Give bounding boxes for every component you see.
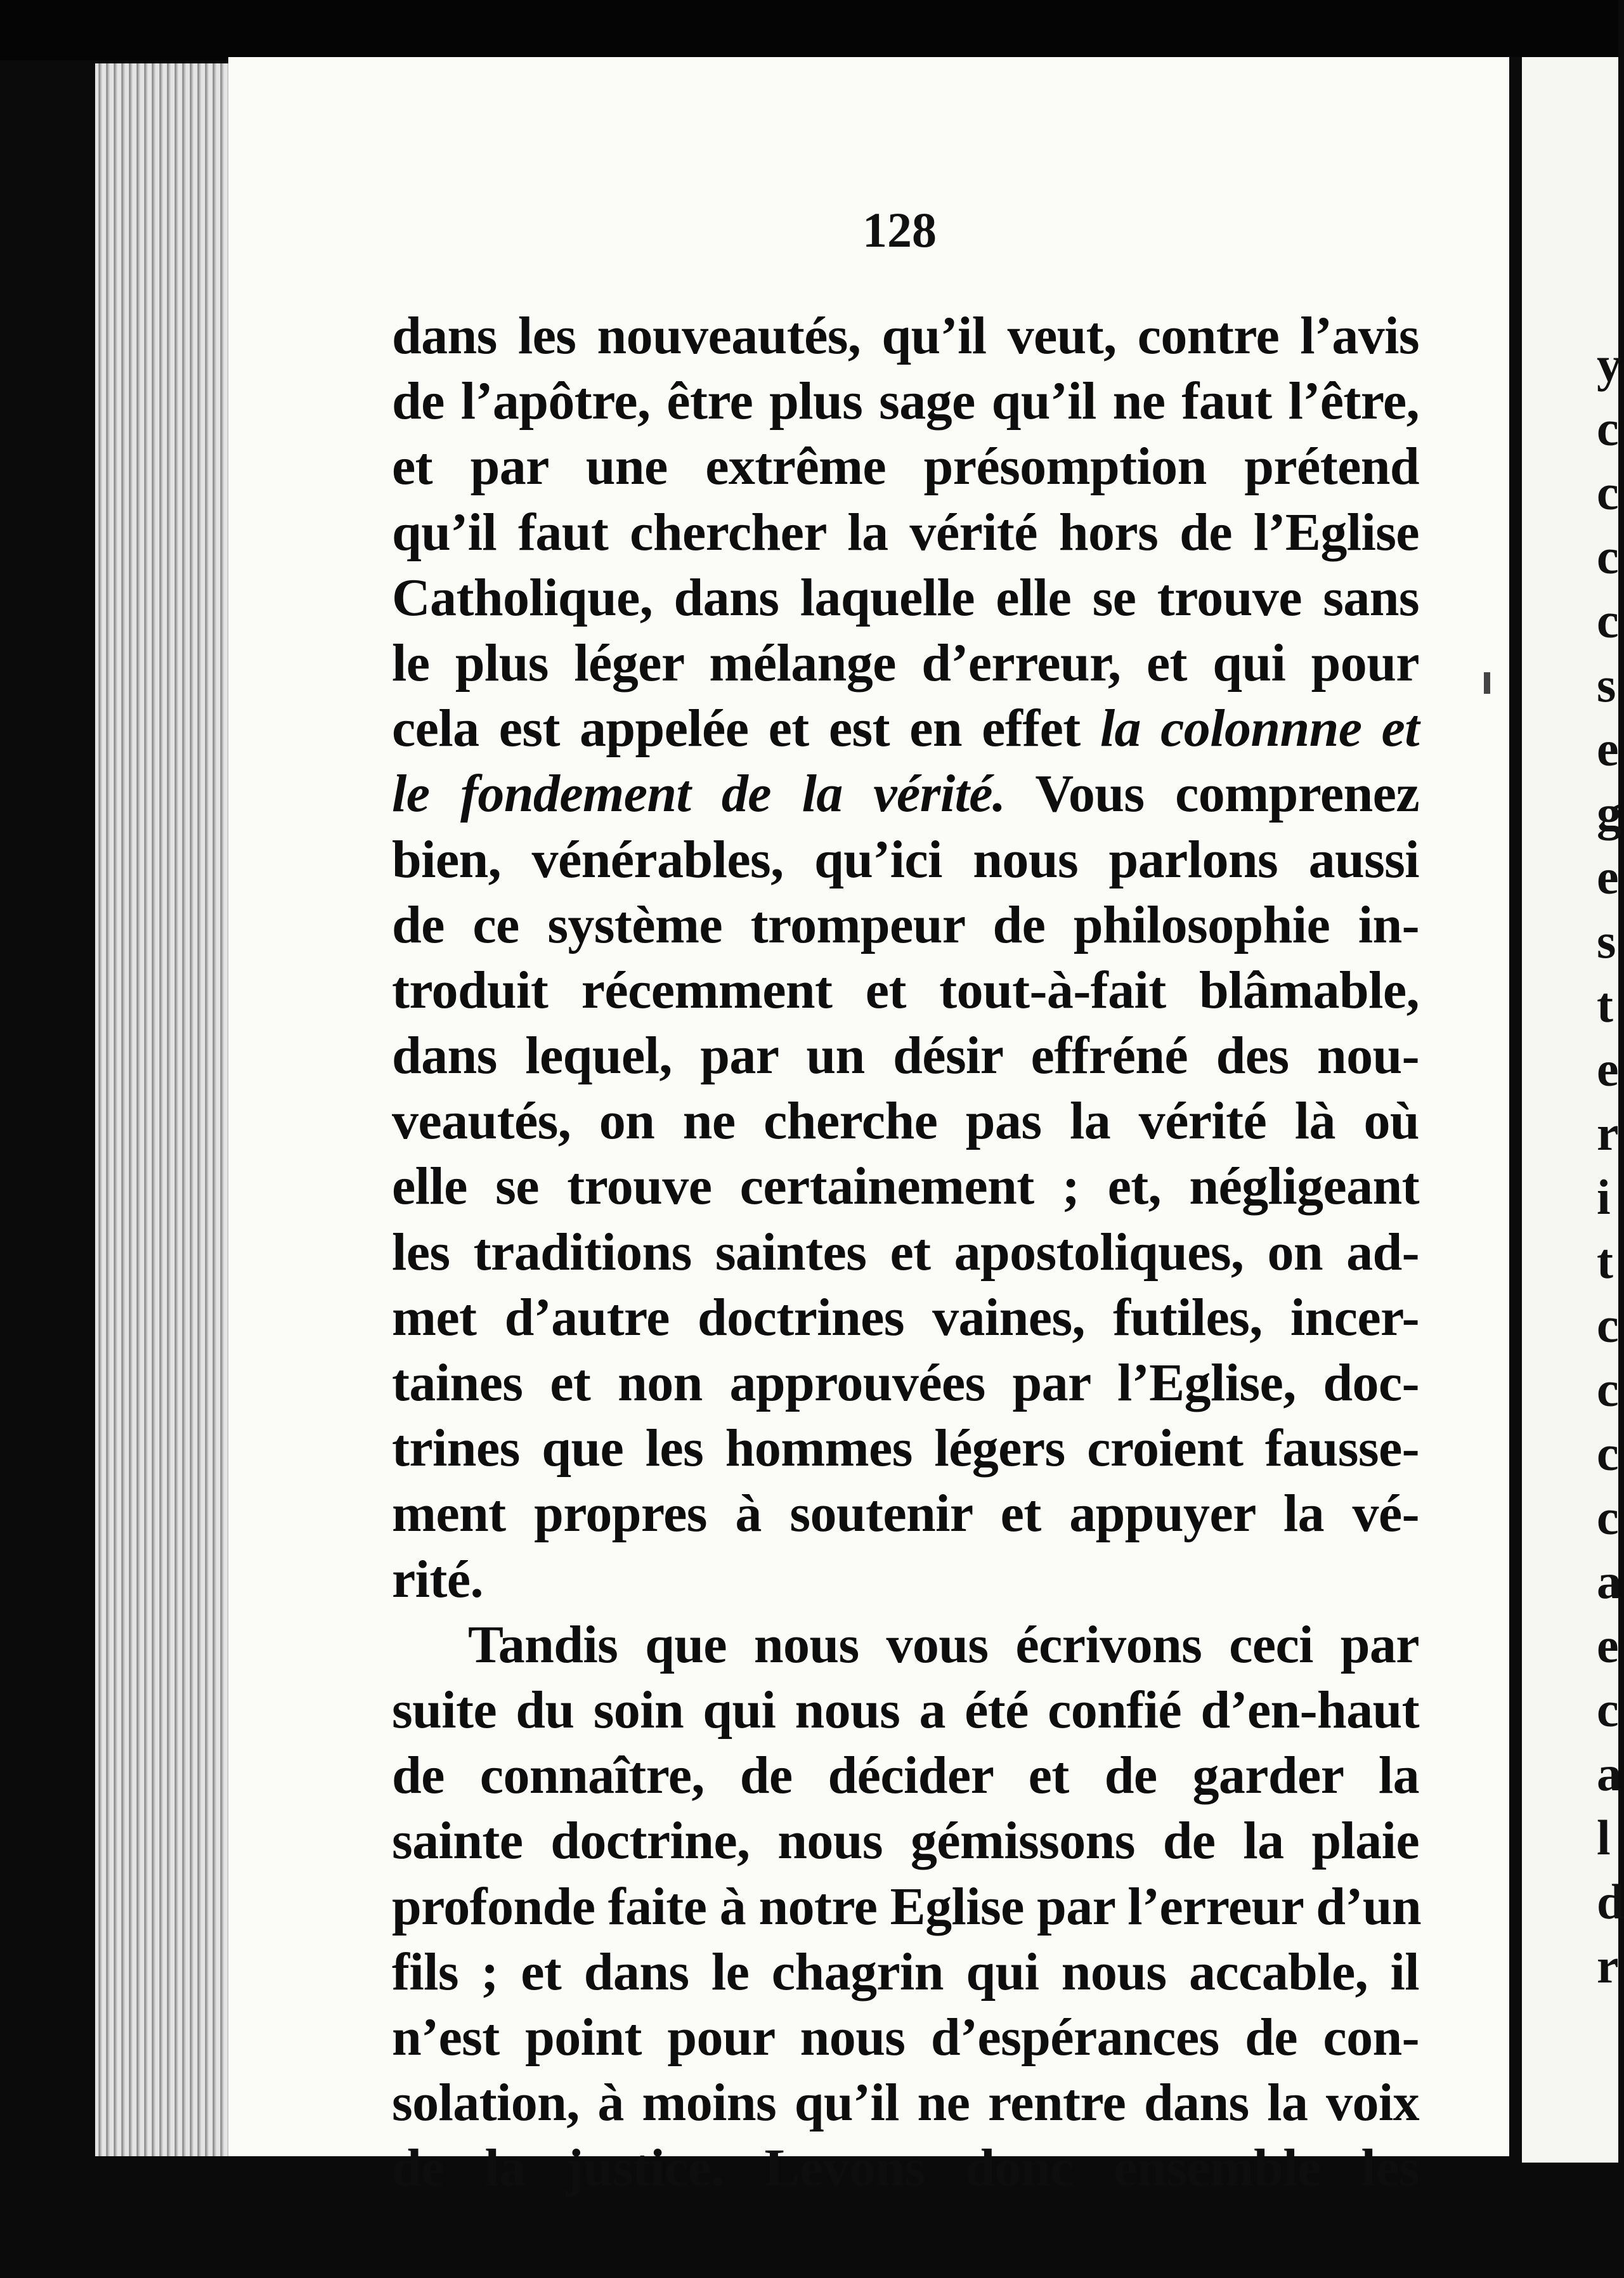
adjacent-page-letter: c bbox=[1597, 1682, 1619, 1737]
italic-text: le fondement de la vérité. bbox=[392, 764, 1006, 824]
adjacent-page-letter: l bbox=[1597, 1810, 1611, 1865]
adjacent-page-letter: c bbox=[1597, 593, 1619, 648]
italic-text: la colonnne et bbox=[1100, 699, 1419, 758]
text-run: cela est appelée et est en effet bbox=[392, 699, 1081, 758]
text-line: de la justice. Levons donc ensemble les bbox=[392, 2138, 1419, 2198]
text-line: veautés, on ne cherche pas la vérité là où bbox=[392, 1091, 1419, 1151]
adjacent-page-letter: s bbox=[1597, 657, 1616, 712]
text-line: dans lequel, par un désir effréné des nou- bbox=[392, 1026, 1419, 1086]
text-line: trines que les hommes légers croient fausse- bbox=[392, 1419, 1419, 1478]
adjacent-page-letter: c bbox=[1597, 1426, 1619, 1481]
text-line: Tandis que nous vous écrivons ceci par bbox=[468, 1615, 1419, 1674]
text-line: sainte doctrine, nous gémissons de la plaie bbox=[392, 1811, 1419, 1871]
text-line: profonde faite à notre Eglise par l’erreur d’un bbox=[392, 1877, 1421, 1936]
text-line: qu’il faut chercher la vérité hors de l’Eglise bbox=[392, 502, 1419, 562]
text-line: met d’autre doctrines vaines, futiles, incer- bbox=[392, 1287, 1419, 1347]
adjacent-page-letter: t bbox=[1597, 1233, 1613, 1289]
text-line: taines et non approuvées par l’Eglise, doc- bbox=[392, 1353, 1419, 1412]
adjacent-page-letter: a bbox=[1597, 1554, 1621, 1609]
page-number: 128 bbox=[862, 202, 937, 257]
adjacent-page-letter: e bbox=[1597, 1041, 1619, 1097]
text-line: fils ; et dans le chagrin qui nous accable, il bbox=[392, 1942, 1419, 2001]
book-page-edges bbox=[95, 63, 231, 2156]
adjacent-page-letter: e bbox=[1597, 849, 1619, 904]
text-line: solation, à moins qu’il ne rentre dans la voix bbox=[392, 2073, 1419, 2133]
text-line bbox=[392, 761, 1419, 826]
adjacent-page-letter: c bbox=[1597, 1490, 1619, 1545]
text-line: bien, vénérables, qu’ici nous parlons aussi bbox=[392, 830, 1419, 889]
adjacent-page-fragment bbox=[1522, 57, 1624, 2163]
adjacent-page-letter: y bbox=[1597, 337, 1621, 392]
adjacent-page-letter: c bbox=[1597, 1298, 1619, 1353]
text-line: elle se trouve certainement ; et, négligeant bbox=[392, 1157, 1419, 1216]
adjacent-page-letter: c bbox=[1597, 529, 1619, 584]
scan-top-border bbox=[0, 0, 1618, 60]
adjacent-page-letter: c bbox=[1597, 465, 1619, 520]
adjacent-page-letter: e bbox=[1597, 721, 1619, 776]
adjacent-page-letter: g bbox=[1597, 785, 1621, 840]
text-line: de connaître, de décider et de garder la bbox=[392, 1746, 1419, 1806]
text-line: le plus léger mélange d’erreur, et qui pour bbox=[392, 633, 1419, 693]
text-line: suite du soin qui nous a été confié d’en-haut bbox=[392, 1680, 1419, 1740]
ink-mark bbox=[1484, 672, 1490, 694]
adjacent-page-letter: t bbox=[1597, 977, 1613, 1032]
text-line: et par une extrême présomption prétend bbox=[392, 437, 1419, 497]
text-line: de ce système trompeur de philosophie in- bbox=[392, 895, 1419, 954]
adjacent-page-letter: a bbox=[1597, 1746, 1621, 1801]
text-line: Catholique, dans laquelle elle se trouve sans bbox=[392, 568, 1419, 627]
adjacent-page-letter: e bbox=[1597, 1618, 1619, 1673]
adjacent-page-letter: c bbox=[1597, 1362, 1619, 1417]
text-line bbox=[392, 696, 1419, 761]
adjacent-page-letter: r bbox=[1597, 1105, 1619, 1161]
adjacent-page-letter: d bbox=[1597, 1874, 1624, 1929]
adjacent-page-letter: s bbox=[1597, 913, 1616, 968]
text-run: Vous comprenez bbox=[1035, 764, 1419, 824]
text-line: dans les nouveautés, qu’il veut, contre l’avis bbox=[392, 306, 1419, 365]
page-text bbox=[392, 303, 1419, 2201]
text-line: les traditions saintes et apostoliques, on ad- bbox=[392, 1222, 1419, 1282]
adjacent-page-letter: c bbox=[1597, 401, 1619, 456]
text-line: troduit récemment et tout-à-fait blâmable, bbox=[392, 960, 1419, 1020]
book-gutter bbox=[1509, 57, 1522, 2156]
text-line: rité. bbox=[392, 1549, 483, 1609]
text-line: de l’apôtre, être plus sage qu’il ne faut l’être, bbox=[392, 372, 1419, 431]
adjacent-page-letter: r bbox=[1597, 1938, 1619, 1993]
adjacent-page-letter: i bbox=[1597, 1169, 1611, 1225]
text-line: n’est point pour nous d’espérances de con- bbox=[392, 2007, 1419, 2067]
text-line: ment propres à soutenir et appuyer la vé- bbox=[392, 1484, 1419, 1544]
